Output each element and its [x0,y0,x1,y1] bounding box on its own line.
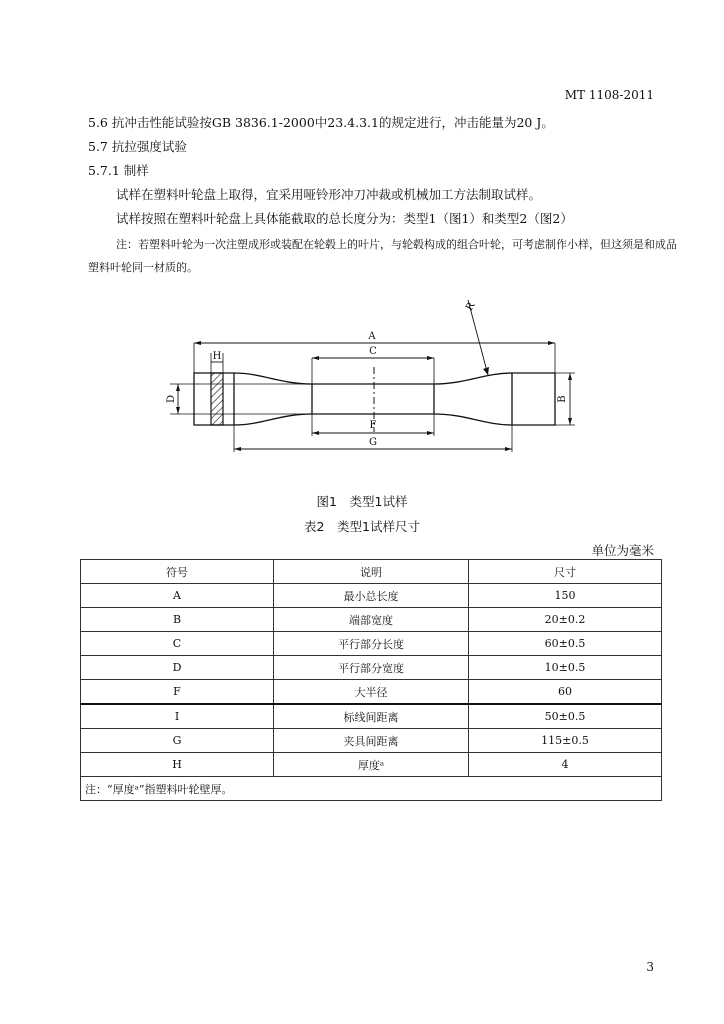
cell-size: 60±0.5 [469,632,662,656]
cell-symbol: I [81,704,274,729]
table-row [81,680,662,705]
paragraph-sampling-method: 试样在塑料叶轮盘上取得，宜采用哑铃形冲刀冲裁或机械加工方法制取试样。 [116,187,542,202]
unit-label: 单位为毫米 [591,543,654,558]
cell-size: 150 [469,584,662,608]
label-H: H [212,351,222,362]
table-header-row [81,560,662,584]
table-footnote-row [81,777,662,801]
cell-description: 平行部分长度 [274,632,469,656]
cell-symbol: F [81,680,274,705]
table-footnote: 注：“厚度ᵃ”指塑料叶轮壁厚。 [81,777,662,801]
table-row [81,656,662,680]
cell-size: 4 [469,753,662,777]
extension-lines [170,343,575,452]
cell-size: 20±0.2 [469,608,662,632]
cell-size: 10±0.5 [469,656,662,680]
header-symbol: 符号 [81,560,274,584]
dimensions-table [80,559,662,801]
cell-description: 大半径 [274,680,469,705]
header-size: 尺寸 [469,560,662,584]
cell-size: 60 [469,680,662,705]
cell-symbol: G [81,729,274,753]
table-row [81,704,662,729]
cell-description: 最小总长度 [274,584,469,608]
cell-description: 厚度ᵃ [274,753,469,777]
cell-description: 平行部分宽度 [274,656,469,680]
clause-5-6: 5.6 抗冲击性能试验按GB 3836.1-2000中23.4.3.1的规定进行，冲击能量为20 J。 [88,115,554,130]
label-C: C [369,346,377,357]
table-row [81,753,662,777]
figure-caption: 图1 类型1试样 [316,494,408,509]
standard-number: MT 1108-2011 [564,88,654,102]
table-row [81,729,662,753]
table-row [81,608,662,632]
label-B: B [557,395,568,403]
label-A: A [368,331,376,342]
cell-size: 115±0.5 [469,729,662,753]
paragraph-sample-types: 试样按照在塑料叶轮盘上具体能截取的总长度分为：类型1（图1）和类型2（图2） [116,211,573,226]
cell-description: 端部宽度 [274,608,469,632]
clause-5-7-1-heading: 5.7.1 制样 [88,163,149,178]
label-R: R [464,300,478,313]
page-number: 3 [646,960,654,974]
cell-symbol: B [81,608,274,632]
cell-description: 标线间距离 [274,704,469,729]
grip-hatch [211,373,223,425]
type1-specimen-drawing [0,0,724,470]
cell-size: 50±0.5 [469,704,662,729]
label-D: D [166,394,177,404]
label-G: G [369,437,377,448]
cell-description: 夹具间距离 [274,729,469,753]
table-caption: 表2 类型1试样尺寸 [304,519,420,534]
clause-5-7-heading: 5.7 抗拉强度试验 [88,139,187,154]
note-line-1: 注：若塑料叶轮为一次注塑成形或装配在轮毂上的叶片，与轮毂构成的组合叶轮，可考虑制作小样，但这须是和成品 [116,238,677,251]
table-row [81,632,662,656]
cell-symbol: H [81,753,274,777]
note-line-2: 塑料叶轮同一材质的。 [88,261,198,274]
header-description: 说明 [274,560,469,584]
cell-symbol: C [81,632,274,656]
label-F: F [369,420,377,431]
table-row [81,584,662,608]
cell-symbol: A [81,584,274,608]
cell-symbol: D [81,656,274,680]
